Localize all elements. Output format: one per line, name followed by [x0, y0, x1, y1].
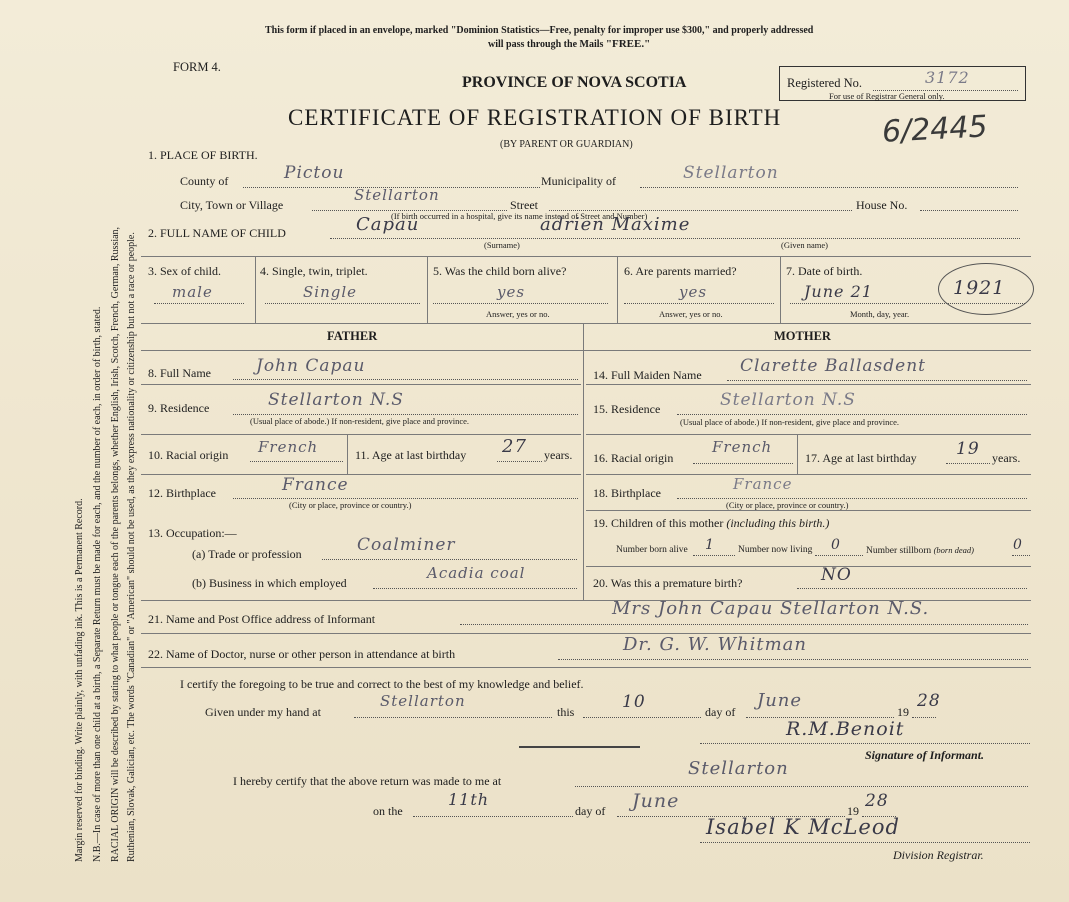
- municipality-value: Stellarton: [683, 163, 779, 183]
- father-birthplace-note: (City or place, province or country.): [289, 500, 412, 510]
- stillborn-label-text: Number stillborn: [866, 546, 932, 556]
- mother-birthplace-label: 18. Birthplace: [593, 486, 661, 500]
- postal-notice-text: will pass through the Mails: [488, 39, 604, 50]
- stillborn-value: 0: [1013, 537, 1023, 553]
- father-residence-value: Stellarton N.S: [268, 390, 404, 410]
- mother-racial-origin-label: 16. Racial origin: [593, 451, 674, 465]
- certify-day-of-label: day of: [705, 705, 736, 719]
- mother-birthplace-note: (City or place, province or country.): [726, 500, 849, 510]
- born-alive-count-label: Number born alive: [616, 545, 688, 555]
- now-living-label: Number now living: [738, 545, 813, 555]
- child-surname-value: Capau: [356, 214, 420, 235]
- registrar-statement: I hereby certify that the above return was made to me at: [233, 774, 502, 788]
- county-label: County of: [180, 174, 229, 188]
- stillborn-label: [866, 545, 974, 556]
- stillborn-label-paren: (born dead): [933, 545, 974, 555]
- given-name-note: (Given name): [781, 240, 828, 250]
- father-name-value: John Capau: [256, 356, 366, 376]
- father-age-years: years.: [544, 448, 573, 462]
- registrar-on-the: on the: [373, 804, 403, 818]
- registrar-year-value: 28: [865, 791, 889, 811]
- children-label-text: 19. Children of this mother: [593, 516, 724, 530]
- mother-birthplace-value: France: [733, 475, 793, 493]
- informant-value: Mrs John Capau Stellarton N.S.: [612, 598, 930, 619]
- surname-note: (Surname): [484, 240, 520, 250]
- registered-note: For use of Registrar General only.: [829, 91, 945, 101]
- parents-married-value: yes: [679, 283, 708, 301]
- doctor-value: Dr. G. W. Whitman: [623, 634, 807, 655]
- this-label: this: [557, 705, 575, 719]
- mother-racial-origin-value: French: [712, 438, 773, 456]
- child-given-value: adrien Maxime: [540, 214, 691, 235]
- sex-label: 3. Sex of child.: [148, 264, 221, 278]
- business-value: Acadia coal: [427, 564, 526, 582]
- certify-month-value: June: [757, 690, 803, 711]
- mother-heading: MOTHER: [774, 329, 831, 343]
- racial-origin-note-2: Ruthenian, Slovak, Galician, etc. The words "Canadian" or "American" should not be used, as they express nationality or citizenship but not a race or people.: [126, 232, 137, 862]
- mother-residence-label: 15. Residence: [593, 402, 661, 416]
- now-living-value: 0: [831, 537, 841, 553]
- doctor-label: 22. Name of Doctor, nurse or other person in attendance at birth: [148, 647, 456, 661]
- place-of-birth-label: 1. PLACE OF BIRTH.: [148, 148, 258, 162]
- registrar-place-value: Stellarton: [688, 758, 789, 779]
- child-name-label: 2. FULL NAME OF CHILD: [148, 226, 286, 240]
- born-alive-count-value: 1: [705, 537, 715, 553]
- city-label: City, Town or Village: [180, 198, 284, 212]
- registrar-signature: Isabel K McLeod: [706, 815, 900, 839]
- hospital-note: (If birth occurred in a hospital, give its name instead of Street and Number): [391, 211, 648, 221]
- children-label-paren: (including this birth.): [726, 516, 830, 530]
- father-residence-label: 9. Residence: [148, 401, 210, 415]
- father-name-label: 8. Full Name: [148, 366, 211, 380]
- certify-day-value: 10: [622, 692, 646, 712]
- informant-label: 21. Name and Post Office address of Informant: [148, 612, 376, 626]
- father-racial-origin-value: French: [258, 438, 319, 456]
- form-number: FORM 4.: [173, 60, 221, 74]
- informant-signature: R.M.Benoit: [786, 718, 905, 740]
- date-of-birth-year: 1921: [953, 277, 1006, 299]
- house-no-label: House No.: [856, 198, 908, 212]
- postal-notice-line2: [488, 38, 650, 50]
- mother-name-value: Clarette Ballasdent: [740, 356, 926, 376]
- certificate-title: CERTIFICATE OF REGISTRATION OF BIRTH: [288, 105, 782, 130]
- born-alive-note: Answer, yes or no.: [486, 309, 550, 319]
- mother-residence-value: Stellarton N.S: [720, 390, 856, 410]
- registered-number: 3172: [925, 68, 970, 87]
- given-under-hand-label: Given under my hand at: [205, 705, 321, 719]
- father-age-label: 11. Age at last birthday: [355, 448, 467, 462]
- premature-label: 20. Was this a premature birth?: [593, 576, 743, 590]
- postal-notice-line1: This form if placed in an envelope, marked "Dominion Statistics—Free, penalty for improper use $300," and properly addressed: [265, 25, 814, 36]
- business-label: (b) Business in which employed: [192, 576, 347, 590]
- street-label: Street: [510, 198, 538, 212]
- born-alive-value: yes: [497, 283, 526, 301]
- municipality-label: Municipality of: [541, 174, 616, 188]
- province-heading: PROVINCE OF NOVA SCOTIA: [462, 74, 687, 91]
- trade-label: (a) Trade or profession: [192, 547, 302, 561]
- registrar-year-prefix: 19: [847, 804, 859, 818]
- multiple-birth-note: N.B.—In case of more than one child at a birth, a Separate Return must be made for each, and the number of each, in order of birth, stated.: [92, 306, 103, 862]
- registrar-title: Division Registrar.: [893, 848, 984, 862]
- registrar-day-of-label: day of: [575, 804, 606, 818]
- postal-notice-free: "FREE.": [605, 38, 651, 50]
- single-twin-label: 4. Single, twin, triplet.: [260, 264, 368, 278]
- parents-married-note: Answer, yes or no.: [659, 309, 723, 319]
- county-value: Pictou: [284, 163, 345, 183]
- registration-stamp-number: 6/2445: [881, 109, 989, 150]
- sex-value: male: [172, 283, 213, 301]
- father-heading: FATHER: [327, 329, 378, 343]
- certificate-subtitle: (BY PARENT OR GUARDIAN): [500, 139, 633, 150]
- occupation-label: 13. Occupation:—: [148, 526, 237, 540]
- given-place-value: Stellarton: [380, 692, 466, 710]
- mother-residence-note: (Usual place of abode.) If non-resident, give place and province.: [680, 417, 900, 427]
- single-twin-value: Single: [303, 283, 358, 301]
- father-racial-origin-label: 10. Racial origin: [148, 448, 229, 462]
- father-birthplace-label: 12. Birthplace: [148, 486, 216, 500]
- certify-year-prefix: 19: [897, 705, 909, 719]
- father-residence-note: (Usual place of abode.) If non-resident, give place and province.: [250, 416, 470, 426]
- date-of-birth-label: 7. Date of birth.: [786, 264, 863, 278]
- mother-age-years: years.: [992, 451, 1021, 465]
- parents-married-label: 6. Are parents married?: [624, 264, 737, 278]
- mother-name-label: 14. Full Maiden Name: [593, 368, 702, 382]
- father-age-value: 27: [502, 436, 527, 457]
- racial-origin-note-1: RACIAL ORIGIN will be described by stating to what people or tongue each of the parents belongs, whether English, Irish, Scotch, French, German, Russian,: [110, 226, 121, 862]
- informant-signature-label: Signature of Informant.: [865, 748, 985, 762]
- registrar-day-value: 11th: [448, 790, 490, 809]
- premature-value: NO: [821, 565, 852, 585]
- registrar-month-value: June: [632, 790, 680, 812]
- certify-statement: I certify the foregoing to be true and correct to the best of my knowledge and belief.: [180, 677, 584, 691]
- date-of-birth-note: Month, day, year.: [850, 309, 910, 319]
- father-birthplace-value: France: [282, 475, 349, 495]
- city-value: Stellarton: [354, 186, 440, 204]
- registered-label: Registered No.: [787, 76, 862, 90]
- certify-year-value: 28: [917, 691, 941, 711]
- born-alive-label: 5. Was the child born alive?: [433, 264, 567, 278]
- children-label: [593, 516, 829, 531]
- binding-note: Margin reserved for binding. Write plainly, with unfading ink. This is a Permanent Record.: [74, 498, 85, 862]
- trade-value: Coalminer: [357, 535, 456, 555]
- date-of-birth-value: June 21: [804, 282, 873, 301]
- mother-age-label: 17. Age at last birthday: [805, 451, 917, 465]
- mother-age-value: 19: [956, 439, 980, 459]
